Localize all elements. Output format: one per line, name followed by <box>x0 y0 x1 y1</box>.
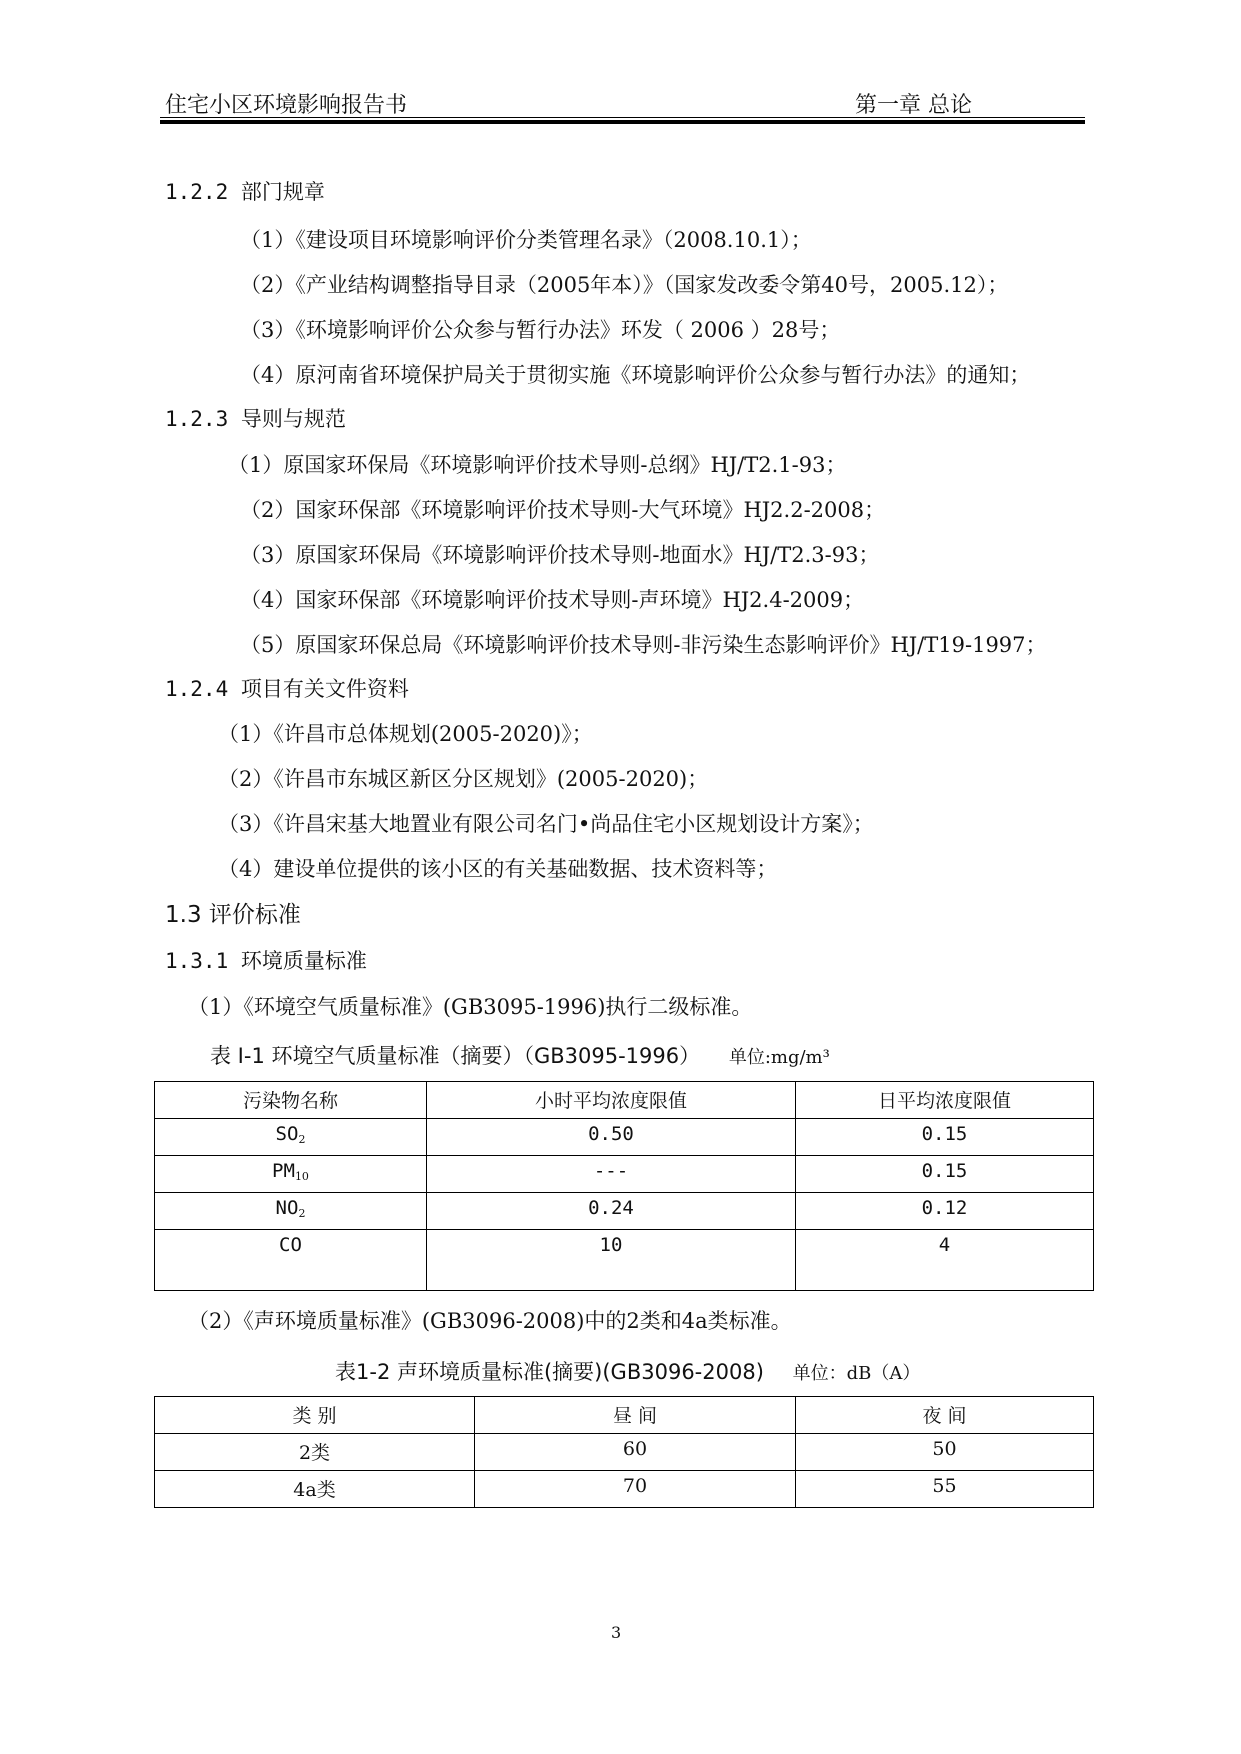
list-item: （3）原国家环保局《环境影响评价技术导则-地面水》HJ/T2.3-93； <box>240 543 880 567</box>
hour-limit: 0.50 <box>427 1119 796 1156</box>
table-unit: 单位:mg/m³ <box>728 1047 830 1068</box>
header-chapter: 第一章 总论 <box>855 93 972 118</box>
pollutant-name: CO <box>155 1230 427 1291</box>
list-item: （2）《许昌市东城区新区分区规划》(2005-2020)； <box>218 767 709 791</box>
hour-limit: 10 <box>427 1230 796 1291</box>
list-item: （3）《环境影响评价公众参与暂行办法》环发（ 2006 ）28号； <box>240 318 841 342</box>
air-quality-table <box>154 1081 1094 1291</box>
list-item: （4）国家环保部《环境影响评价技术导则-声环境》HJ2.4-2009； <box>240 588 865 612</box>
hour-limit: 0.24 <box>427 1193 796 1230</box>
list-item: （1）《建设项目环境影响评价分类管理名录》（2008.10.1）； <box>240 228 812 252</box>
section-heading-1-2-3: 1.2.3 导则与规范 <box>165 407 346 431</box>
list-item: （5）原国家环保总局《环境影响评价技术导则-非污染生态影响评价》HJ/T19-1997； <box>240 633 1047 657</box>
table-caption-air <box>210 1040 830 1070</box>
pollutant-name: $PM_{10}$ <box>155 1156 427 1193</box>
table-header-cell: 昼 间 <box>475 1397 796 1434</box>
noise-category: 2类 <box>155 1434 475 1471</box>
table-row <box>155 1193 1094 1230</box>
list-item: （3）《许昌宋基大地置业有限公司名门•尚品住宅小区规划设计方案》； <box>218 812 874 836</box>
table-title: 表1-2 声环境质量标准(摘要)(GB3096-2008) <box>335 1360 764 1384</box>
table-row <box>155 1471 1094 1508</box>
table-title: 表 I-1 环境空气质量标准（摘要）（GB3095-1996） <box>210 1044 701 1068</box>
day-limit: 0.15 <box>796 1156 1094 1193</box>
list-item: （2）国家环保部《环境影响评价技术导则-大气环境》HJ2.2-2008； <box>240 498 886 522</box>
list-item: （1）《许昌市总体规划(2005-2020)》； <box>218 722 593 746</box>
section-heading-1-2-2: 1.2.2 部门规章 <box>165 180 325 204</box>
daytime-limit: 70 <box>475 1471 796 1508</box>
table-header-row <box>155 1082 1094 1119</box>
daytime-limit: 60 <box>475 1434 796 1471</box>
pollutant-name: $SO_2$ <box>155 1119 427 1156</box>
table-row <box>155 1434 1094 1471</box>
day-limit: 0.12 <box>796 1193 1094 1230</box>
noise-standard-intro: （2）《声环境质量标准》(GB3096-2008)中的2类和4a类标准。 <box>188 1309 792 1333</box>
header-rule <box>160 117 1085 118</box>
list-item: （2）《产业结构调整指导目录（2005年本）》（国家发改委令第40号，2005.12）； <box>240 273 1009 297</box>
pollutant-name: $NO_2$ <box>155 1193 427 1230</box>
table-header-cell: 小时平均浓度限值 <box>427 1082 796 1119</box>
hour-limit: --- <box>427 1156 796 1193</box>
header-rule-thick <box>160 120 1085 124</box>
table-header-row <box>155 1397 1094 1434</box>
list-item: （1）原国家环保局《环境影响评价技术导则-总纲》HJ/T2.1-93； <box>228 453 847 477</box>
day-limit: 0.15 <box>796 1119 1094 1156</box>
nighttime-limit: 55 <box>796 1471 1094 1508</box>
section-heading-1-2-4: 1.2.4 项目有关文件资料 <box>165 677 409 701</box>
air-standard-intro: （1）《环境空气质量标准》(GB3095-1996)执行二级标准。 <box>188 995 753 1019</box>
table-header-cell: 日平均浓度限值 <box>796 1082 1094 1119</box>
table-row <box>155 1156 1094 1193</box>
table-row <box>155 1119 1094 1156</box>
noise-category: 4a类 <box>155 1471 475 1508</box>
day-limit: 4 <box>796 1230 1094 1291</box>
list-item: （4）建设单位提供的该小区的有关基础数据、技术资料等； <box>218 857 778 881</box>
list-item: （4）原河南省环境保护局关于贯彻实施《环境影响评价公众参与暂行办法》的通知； <box>240 363 1031 387</box>
nighttime-limit: 50 <box>796 1434 1094 1471</box>
noise-quality-table <box>154 1396 1094 1508</box>
page-number: 3 <box>611 1623 622 1642</box>
section-heading-1-3-1: 1.3.1 环境质量标准 <box>165 949 367 973</box>
table-caption-noise <box>335 1356 920 1386</box>
table-row <box>155 1230 1094 1291</box>
table-header-cell: 污染物名称 <box>155 1082 427 1119</box>
table-unit: 单位：dB（A） <box>792 1363 921 1384</box>
header-title: 住宅小区环境影响报告书 <box>165 93 408 118</box>
table-header-cell: 类 别 <box>155 1397 475 1434</box>
section-heading-1-3: 1.3 评价标准 <box>165 902 301 928</box>
table-header-cell: 夜 间 <box>796 1397 1094 1434</box>
